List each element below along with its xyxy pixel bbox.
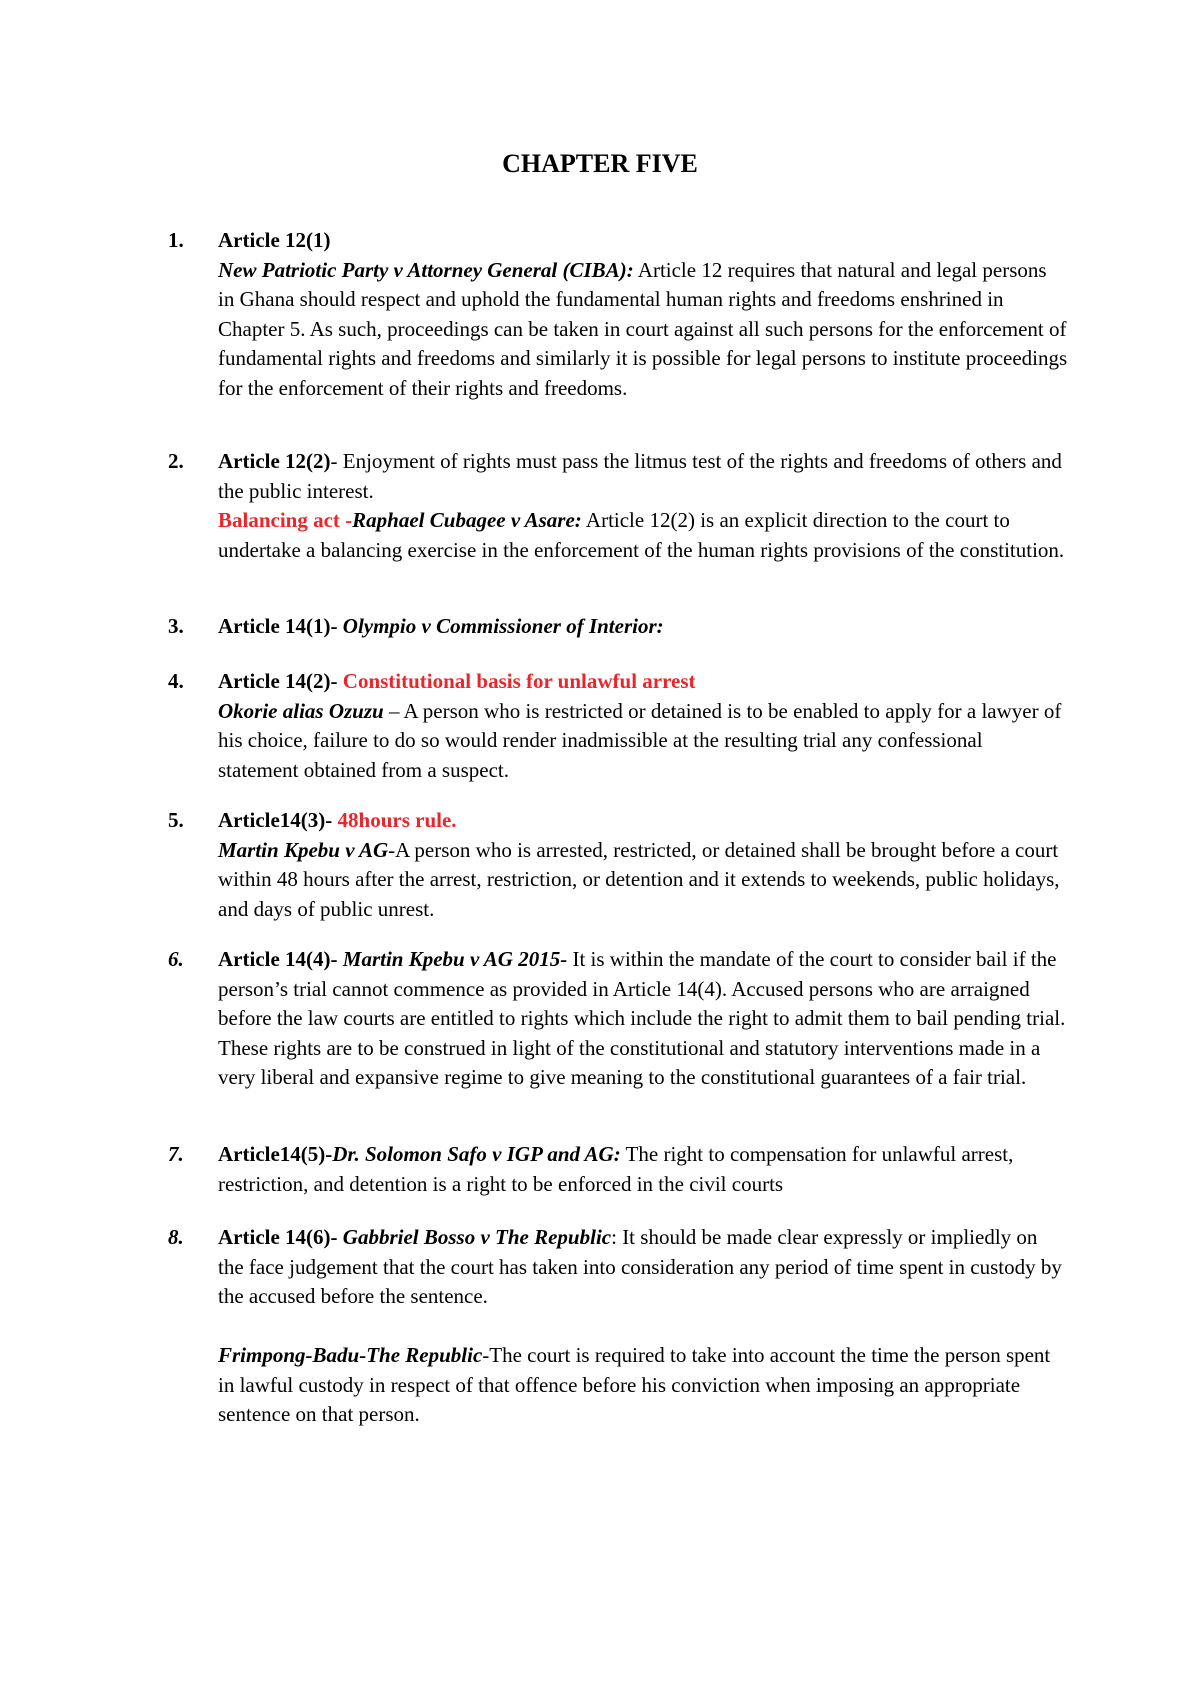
item-body [218, 667, 1068, 785]
item-number: 4. [168, 669, 184, 693]
item-body [218, 1140, 1068, 1199]
item-subtext: -The court is required to take into account the time the person spent in lawful custody in respect of that offence before his conviction when imposing an appropriate sentence on that person. [218, 1343, 1051, 1426]
balancing-act-label: Balancing act - [218, 508, 353, 532]
item-text: Article 12 requires that natural and legal persons in Ghana should respect and uphold the fundamental human rights and freedoms enshrined in Chapter 5. As such, proceedings can be taken in court against all such persons for the enforcement of fundamental rights and freedoms and similarly it is possible for legal persons to institute proceedings for the enforcement of their rights and freedoms. [218, 257, 1068, 400]
item-body [218, 447, 1068, 565]
article-heading: Article 12(2) [218, 449, 331, 473]
item-number: 5. [168, 808, 184, 832]
item-body [218, 806, 1068, 924]
item-body [218, 945, 1068, 1093]
case-name: Gabbriel Bosso v The Republic [342, 1225, 612, 1249]
item-number: 3. [168, 614, 184, 638]
item-number: 8. [168, 1225, 184, 1249]
article-heading: Article14(5)- [218, 1142, 333, 1166]
item-number: 7. [168, 1142, 184, 1166]
item-subtext: Article 12(2) is an explicit direction to the court to undertake a balancing exercise in the enforcement of the human rights provisions of the constitution. [218, 508, 1065, 562]
item-subtext: – A person who is restricted or detained is to be enabled to apply for a lawyer of his choice, failure to do so would render inadmissible at the resulting trial any confessional statement obtained from a suspect. [218, 698, 1062, 782]
article-heading: Article 12(1) [218, 228, 331, 252]
item-number: 6. [168, 947, 184, 971]
case-name: New Patriotic Party v Attorney General (CIBA): [218, 257, 634, 282]
item-body [218, 612, 1068, 642]
case-name: Raphael Cubagee v Asare: [352, 508, 582, 532]
item-number: 1. [168, 228, 184, 252]
article-heading: Article 14(1)- [218, 614, 343, 638]
item-body [218, 226, 1068, 403]
case-name: Frimpong-Badu-The Republic [218, 1343, 483, 1367]
article-heading: Article 14(2)- [218, 669, 343, 693]
item-subtext: -A person who is arrested, restricted, or detained shall be brought before a court within 48 hours after the arrest, restriction, or detention and it extends to weekends, public holidays, and days of public unrest. [218, 837, 1060, 921]
red-topic-label: 48hours rule. [337, 808, 457, 832]
item-text: The right to compensation for unlawful arrest, restriction, and detention is a right to be enforced in the civil courts [218, 1142, 1014, 1196]
article-heading: Article 14(6)- [218, 1225, 343, 1249]
case-name: Olympio v Commissioner of Interior: [342, 614, 664, 638]
item-text: - Enjoyment of rights must pass the litmus test of the rights and freedoms of others and the public interest. [218, 449, 1062, 503]
red-topic-label: Constitutional basis for unlawful arrest [342, 669, 696, 693]
case-name: Martin Kpebu v AG [218, 837, 389, 862]
item-number: 2. [168, 449, 184, 473]
case-name: Martin Kpebu v AG 2015- [342, 947, 568, 971]
item-text: It is within the mandate of the court to consider bail if the person’s trial cannot commence as provided in Article 14(4). Accused persons who are arraigned before the law courts are entitled to rights which include the right to admit them to bail pending trial. These rights are to be construed in light of the constitutional and statutory interventions made in a very liberal and expansive regime to give meaning to the constitutional guarantees of a fair trial. [218, 947, 1066, 1089]
article-heading: Article14(3)- [218, 808, 338, 832]
item-body [218, 1223, 1068, 1430]
case-name: Okorie alias Ozuzu [218, 698, 384, 723]
chapter-title: CHAPTER FIVE [502, 149, 698, 178]
item-text: : It should be made clear expressly or impliedly on the face judgement that the court has taken into consideration any period of time spent in custody by the accused before the sentence. [218, 1225, 1062, 1308]
article-heading: Article 14(4)- [218, 947, 343, 971]
case-name: Dr. Solomon Safo v IGP and AG: [332, 1142, 621, 1166]
